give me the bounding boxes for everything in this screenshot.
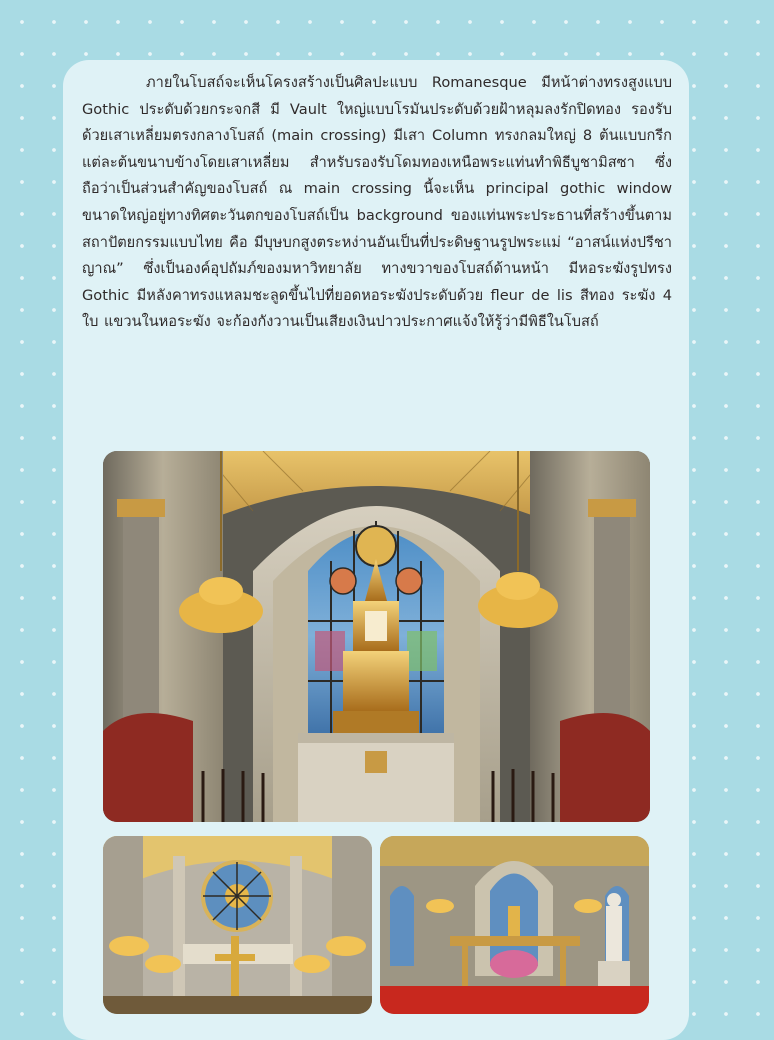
rose-window-photo-image: [103, 836, 372, 1014]
altar-photo-image: [103, 451, 650, 822]
rose-window-photo: [103, 836, 372, 1014]
altar-photo: [103, 451, 650, 822]
article-body: [82, 70, 672, 336]
altar-carpet-photo-image: [380, 836, 649, 1014]
article-paragraph: ภายในโบสถ์จะเห็นโครงสร้างเป็นศิลปะแบบ Romanesque มีหน้าต่างทรงสูงแบบ Gothic ประดับด้วยกระจกสี มี Vault ใหญ่แบบโรมันประดับด้วยฝ้าหลุมลงรักปิดทอง รองรับด้วยเสาเหลี่ยมตรงกลางโบสถ์ (main crossing) มีเสา Column ทรงกลมใหญ่ 8 ต้นแบบกรีก แต่ละต้นขนาบข้างโดยเสาเหลี่ยม สำหรับรองรับโดมทองเหนือพระแท่นทำพิธีบูชามิสซา ซึ่งถือว่าเป็นส่วนสำคัญของโบสถ์ ณ main crossing นี้จะเห็น principal gothic window ขนาดใหญ่อยู่ทางทิศตะวันตกของโบสถ์เป็น background ของแท่นพระประธานที่สร้างขึ้นตามสถาปัตยกรรมแบบไทย คือ มีบุษบกสูงตระหง่านอันเป็นที่ประดิษฐานรูปพระแม่ “อาสน์แห่งปรีชาญาณ” ซึ่งเป็นองค์อุปถัมภ์ของมหาวิทยาลัย ทางขวาของโบสถ์ด้านหน้า มีหอระฆังรูปทรง Gothic มีหลังคาทรงแหลมชะลูดขึ้นไปที่ยอดหอระฆังประดับด้วย fleur de lis สีทอง ระฆัง 4 ใบ แขวนในหอระฆัง จะก้องกังวานเป็นเสียงเงินปาวประกาศแจ้งให้รู้ว่ามีพิธีในโบสถ์: [82, 74, 672, 331]
altar-carpet-photo: [380, 836, 649, 1014]
